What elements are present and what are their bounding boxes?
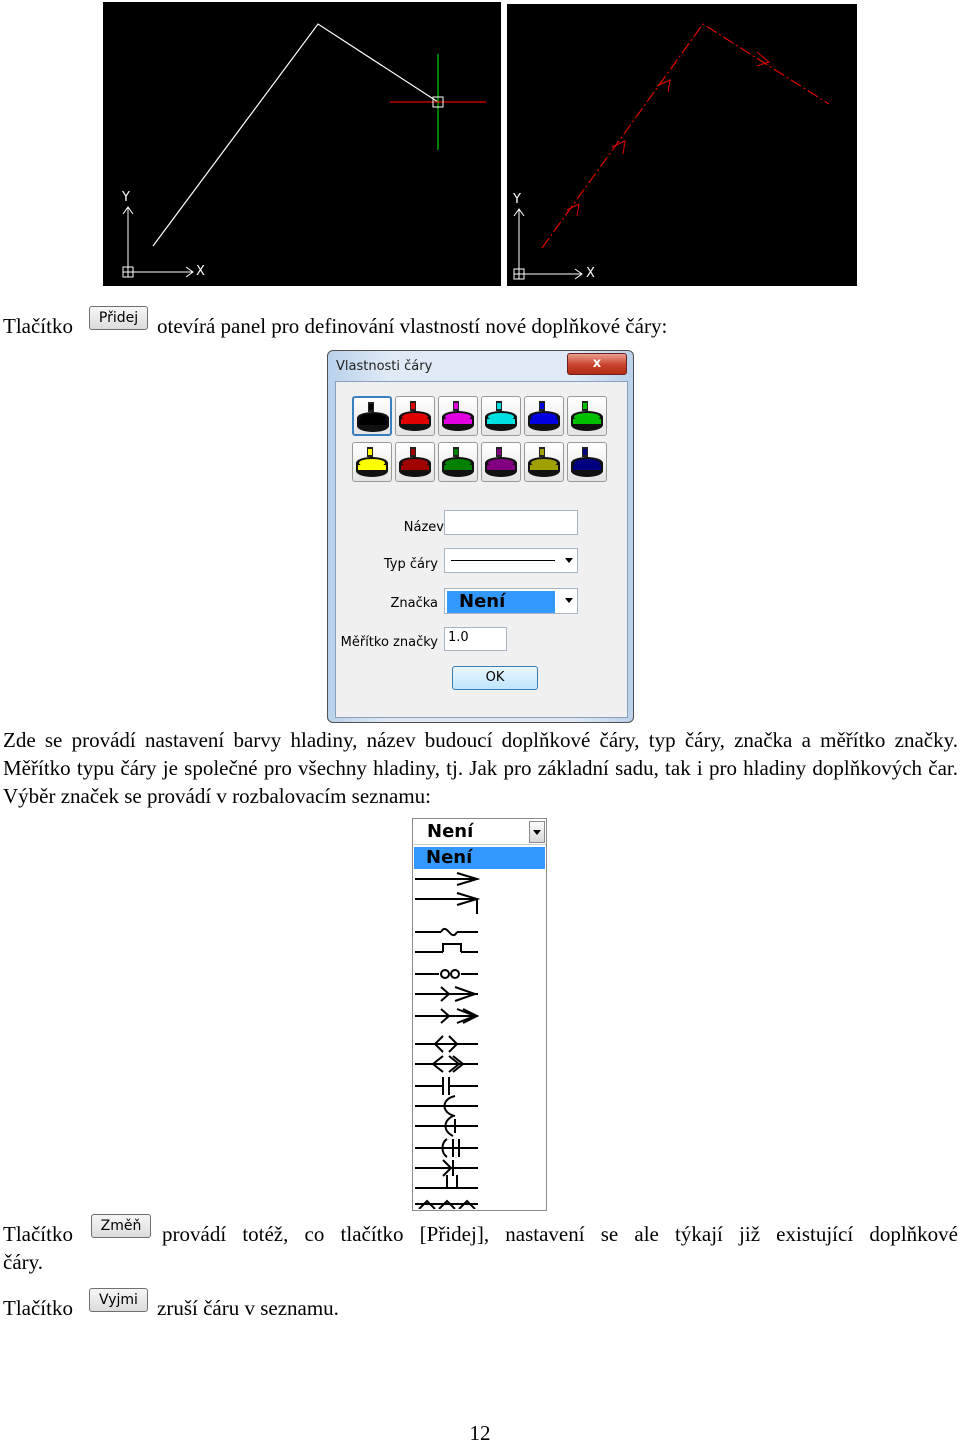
paint-can-icon <box>525 397 563 435</box>
list-item <box>415 1160 478 1176</box>
dropdown-selected-item[interactable]: Není <box>414 847 545 869</box>
change-button[interactable]: Změň <box>91 1214 151 1238</box>
para1-pre: Tlačítko <box>3 314 73 338</box>
close-button[interactable]: x <box>567 353 627 375</box>
cad-view-red-line <box>507 4 857 286</box>
axis-x-label: X <box>196 264 205 279</box>
color-swatch[interactable] <box>352 442 392 482</box>
list-item <box>415 1096 478 1116</box>
list-item <box>415 893 478 914</box>
paint-can-icon <box>396 397 434 435</box>
paint-can-icon <box>568 397 606 435</box>
list-item <box>415 987 478 1001</box>
list-item <box>415 1009 478 1023</box>
paint-can-icon <box>354 398 392 436</box>
list-item <box>415 929 478 935</box>
list-item <box>415 1201 478 1209</box>
color-swatch[interactable] <box>481 442 521 482</box>
color-swatch[interactable] <box>352 396 392 436</box>
para3-pre: Tlačítko <box>3 1222 73 1246</box>
color-swatch[interactable] <box>524 396 564 436</box>
paint-can-icon <box>439 443 477 481</box>
list-item <box>415 1116 478 1136</box>
color-swatch[interactable] <box>395 442 435 482</box>
scale-label: Měřítko značky <box>340 635 438 650</box>
mark-dropdown-list <box>412 818 547 1211</box>
linetype-select[interactable] <box>444 548 578 573</box>
list-item <box>415 873 478 885</box>
linetype-preview <box>451 560 555 561</box>
list-item <box>415 944 478 952</box>
paint-can-icon <box>525 443 563 481</box>
axis-y-label: Y <box>513 192 521 207</box>
add-button[interactable]: Přidej <box>89 306 148 330</box>
list-item <box>415 1056 478 1072</box>
list-item <box>415 1036 478 1052</box>
para3-cont: čáry. <box>3 1250 44 1274</box>
color-swatch[interactable] <box>524 442 564 482</box>
chevron-down-icon[interactable] <box>529 821 545 843</box>
para3-post: provádí totéž, co tlačítko [Přidej], nastavení se ale týkají již existující doplňkové <box>162 1222 958 1246</box>
name-label: Název <box>403 520 444 535</box>
linetype-label: Typ čáry <box>383 557 438 572</box>
mark-label: Značka <box>390 596 438 611</box>
color-swatch[interactable] <box>438 442 478 482</box>
remove-button[interactable]: Vyjmi <box>89 1288 148 1312</box>
name-input[interactable] <box>444 510 578 535</box>
paint-can-icon <box>396 443 434 481</box>
color-swatch[interactable] <box>395 396 435 436</box>
color-swatch[interactable] <box>438 396 478 436</box>
list-item <box>415 1175 478 1188</box>
mark-select[interactable] <box>444 588 578 614</box>
list-item <box>415 1139 478 1157</box>
mark-selected-value: Není <box>447 591 555 613</box>
ok-button[interactable]: OK <box>452 666 538 690</box>
paint-can-icon <box>568 443 606 481</box>
paint-can-icon <box>353 443 391 481</box>
color-swatch[interactable] <box>481 396 521 436</box>
cad-view-white-line <box>103 2 501 286</box>
color-swatch[interactable] <box>567 442 607 482</box>
dialog-body <box>335 381 628 718</box>
scale-input[interactable]: 1.0 <box>444 627 507 651</box>
paint-can-icon <box>482 443 520 481</box>
description-paragraph: Zde se provádí nastavení barvy hladiny, název budoucí doplňkové čáry, typ čáry, značka a měřítko značky. Měřítko typu čáry je společné pro všechny hladiny, tj. Jak pro základní sadu, tak i pro hladiny doplňkových čar. Výběr značek se provádí v rozbalovacím seznamu: <box>3 728 958 808</box>
paint-can-icon <box>482 397 520 435</box>
cad-drawing-right <box>507 4 857 286</box>
para1-post: otevírá panel pro definování vlastností nové doplňkové čáry: <box>157 314 668 338</box>
cad-drawing-left <box>103 2 501 286</box>
dropdown-current-value[interactable]: Není <box>413 819 546 845</box>
line-properties-dialog <box>327 350 634 723</box>
axis-x-label: X <box>586 266 595 281</box>
chevron-down-icon <box>565 598 573 603</box>
paint-can-icon <box>439 397 477 435</box>
dialog-title: Vlastnosti čáry <box>336 359 433 374</box>
color-swatch[interactable] <box>567 396 607 436</box>
para4-pre: Tlačítko <box>3 1296 73 1320</box>
axis-y-label: Y <box>122 190 130 205</box>
list-item <box>415 1077 478 1095</box>
list-item <box>415 970 478 978</box>
mark-symbols-list <box>413 869 546 1209</box>
chevron-down-icon <box>565 558 573 563</box>
para4-post: zruší čáru v seznamu. <box>157 1296 339 1320</box>
page-number: 12 <box>469 1421 491 1445</box>
